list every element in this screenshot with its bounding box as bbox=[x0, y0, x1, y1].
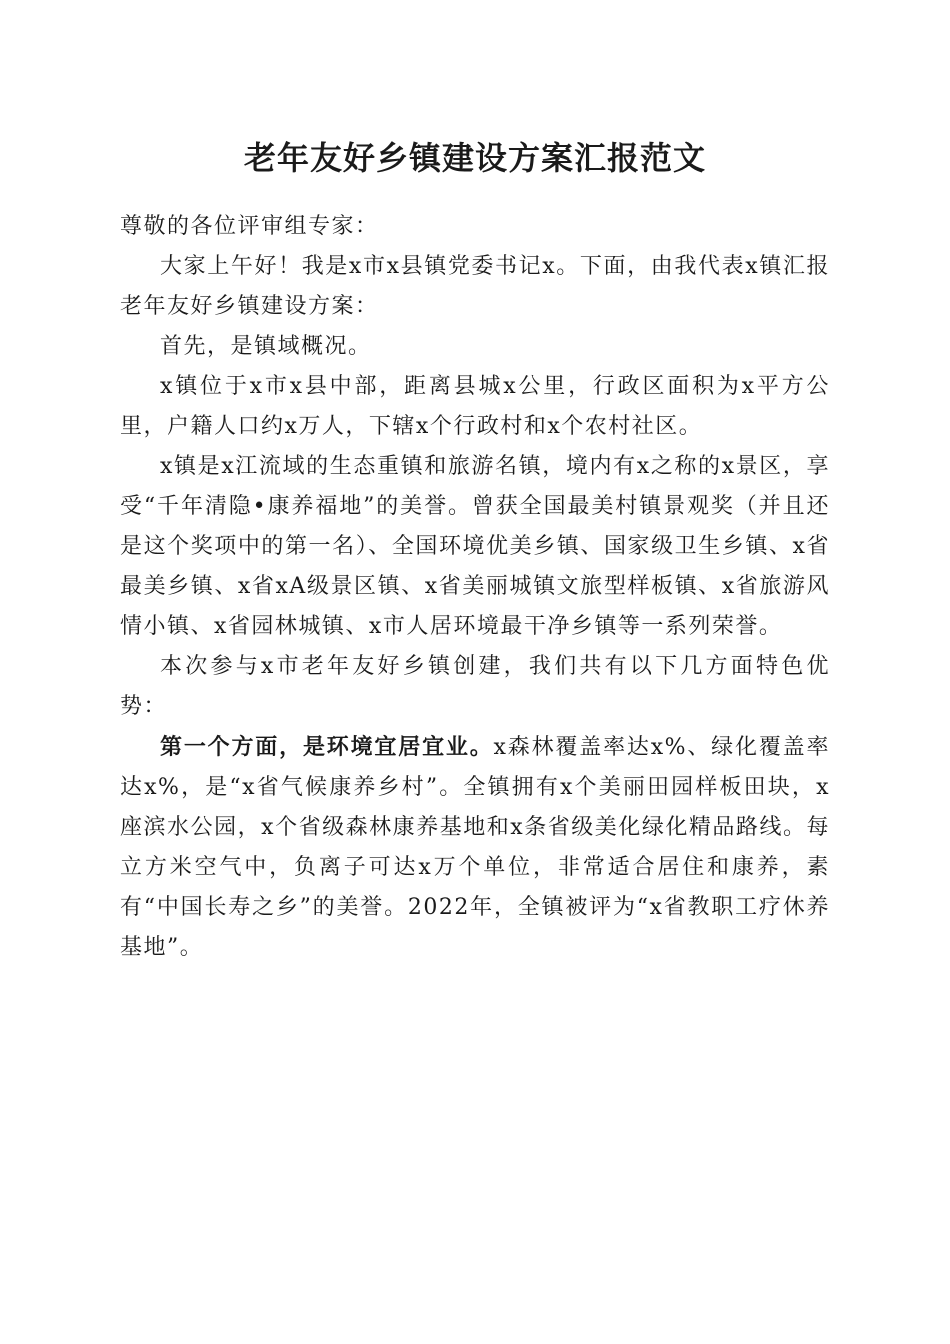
paragraph-honors: x镇是x江流域的生态重镇和旅游名镇，境内有x之称的x景区，享受“千年清隐•康养福地”的美誉。曾获全国最美村镇景观奖（并且还是这个奖项中的第一名）、全国环境优美乡镇、国家级卫生乡镇、x省最美乡镇、x省xA级景区镇、x省美丽城镇文旅型样板镇、x省旅游风情小镇、x省园林城镇、x市人居环境最干净乡镇等一系列荣誉。 bbox=[120, 454, 830, 639]
paragraph-overview-heading: 首先，是镇域概况。 bbox=[160, 334, 372, 359]
paragraph-greeting: 大家上午好！我是x市x县镇党委书记x。下面，由我代表x镇汇报老年友好乡镇建设方案： bbox=[120, 254, 830, 319]
paragraph-environment-text: x森林覆盖率达x%、绿化覆盖率达x%，是“x省气候康养乡村”。全镇拥有x个美丽田园样板田块，x座滨水公园，x个省级森林康养基地和x条省级美化绿化精品路线。每立方米空气中，负离子可达x万个单位，非常适合居住和康养，素有“中国长寿之乡”的美誉。2022年，全镇被评为“x省教职工疗休养基地”。 bbox=[120, 735, 830, 960]
paragraph-location: x镇位于x市x县中部，距离县城x公里，行政区面积为x平方公里，户籍人口约x万人，下辖x个行政村和x个农村社区。 bbox=[120, 374, 830, 439]
document-title: 老年友好乡镇建设方案汇报范文 bbox=[243, 139, 706, 177]
salutation: 尊敬的各位评审组专家： bbox=[120, 214, 379, 239]
paragraph-environment bbox=[120, 727, 830, 968]
document-body bbox=[120, 207, 830, 968]
paragraph-advantages-intro: 本次参与x市老年友好乡镇创建，我们共有以下几方面特色优势： bbox=[120, 654, 830, 719]
paragraph-environment-lead: 第一个方面，是环境宜居宜业。 bbox=[160, 734, 494, 760]
